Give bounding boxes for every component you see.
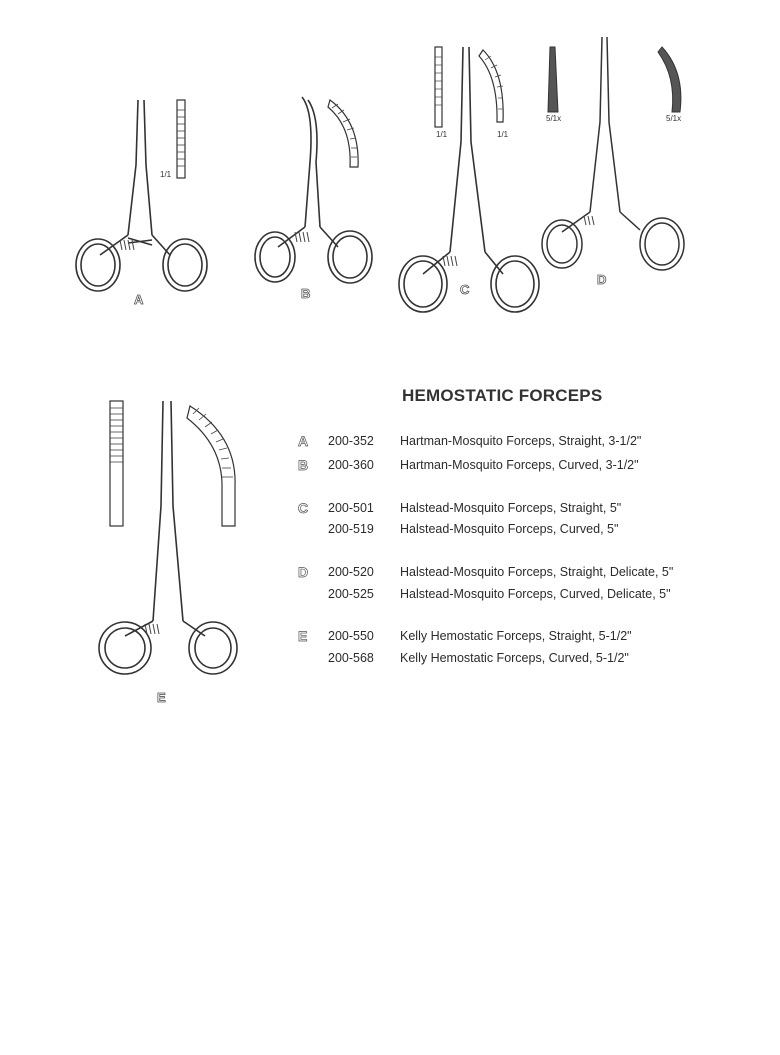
item-description: Halstead-Mosquito Forceps, Curved, Delicate, 5"	[400, 587, 671, 601]
item-key: C	[298, 500, 309, 516]
catalog-title: HEMOSTATIC FORCEPS	[402, 386, 603, 405]
item-code: 200-520	[328, 565, 374, 579]
forceps-d-drawing	[540, 32, 690, 277]
forceps-e-drawing	[95, 396, 245, 681]
item-row	[298, 456, 639, 474]
illustration-label-a: A	[134, 292, 144, 307]
forceps-illustration-d	[540, 32, 690, 277]
item-key: A	[298, 433, 309, 449]
item-row	[298, 520, 618, 538]
item-row	[298, 627, 632, 645]
item-code: 200-525	[328, 587, 374, 601]
item-description: Hartman-Mosquito Forceps, Straight, 3-1/2"	[400, 434, 642, 448]
item-key: B	[298, 457, 309, 473]
item-row	[298, 649, 629, 667]
item-code: 200-360	[328, 458, 374, 472]
item-key: D	[298, 564, 309, 580]
item-row	[298, 585, 671, 603]
item-description: Halstead-Mosquito Forceps, Straight, 5"	[400, 501, 622, 515]
item-code: 200-550	[328, 629, 374, 643]
tip-scale-a: 1/1	[160, 170, 172, 179]
illustration-label-b: B	[301, 286, 311, 301]
forceps-illustration-b	[250, 92, 380, 292]
tip-scale-d-right: 5/1x	[666, 114, 682, 123]
tip-scale-c-left: 1/1	[436, 130, 448, 139]
forceps-a-drawing	[70, 95, 220, 305]
item-code: 200-501	[328, 501, 374, 515]
tip-scale-d-left: 5/1x	[546, 114, 562, 123]
item-description: Halstead-Mosquito Forceps, Curved, 5"	[400, 522, 619, 536]
item-row	[298, 432, 641, 450]
item-description: Halstead-Mosquito Forceps, Straight, Delicate, 5"	[400, 565, 674, 579]
item-code: 200-568	[328, 651, 374, 665]
item-description: Hartman-Mosquito Forceps, Curved, 3-1/2"	[400, 458, 639, 472]
forceps-b-drawing	[250, 92, 380, 292]
forceps-c-drawing	[395, 42, 545, 317]
forceps-illustration-e	[95, 396, 245, 681]
item-code: 200-352	[328, 434, 374, 448]
forceps-illustration-c	[395, 42, 545, 317]
item-row	[298, 563, 673, 581]
item-description: Kelly Hemostatic Forceps, Curved, 5-1/2"	[400, 651, 629, 665]
forceps-illustration-a	[70, 95, 220, 305]
item-row	[298, 499, 621, 517]
item-code: 200-519	[328, 522, 374, 536]
illustration-label-e: E	[157, 690, 166, 705]
item-key: E	[298, 628, 308, 644]
tip-scale-c-right: 1/1	[497, 130, 509, 139]
item-description: Kelly Hemostatic Forceps, Straight, 5-1/2"	[400, 629, 632, 643]
illustration-label-d: D	[597, 272, 607, 287]
illustration-label-c: C	[460, 282, 470, 297]
